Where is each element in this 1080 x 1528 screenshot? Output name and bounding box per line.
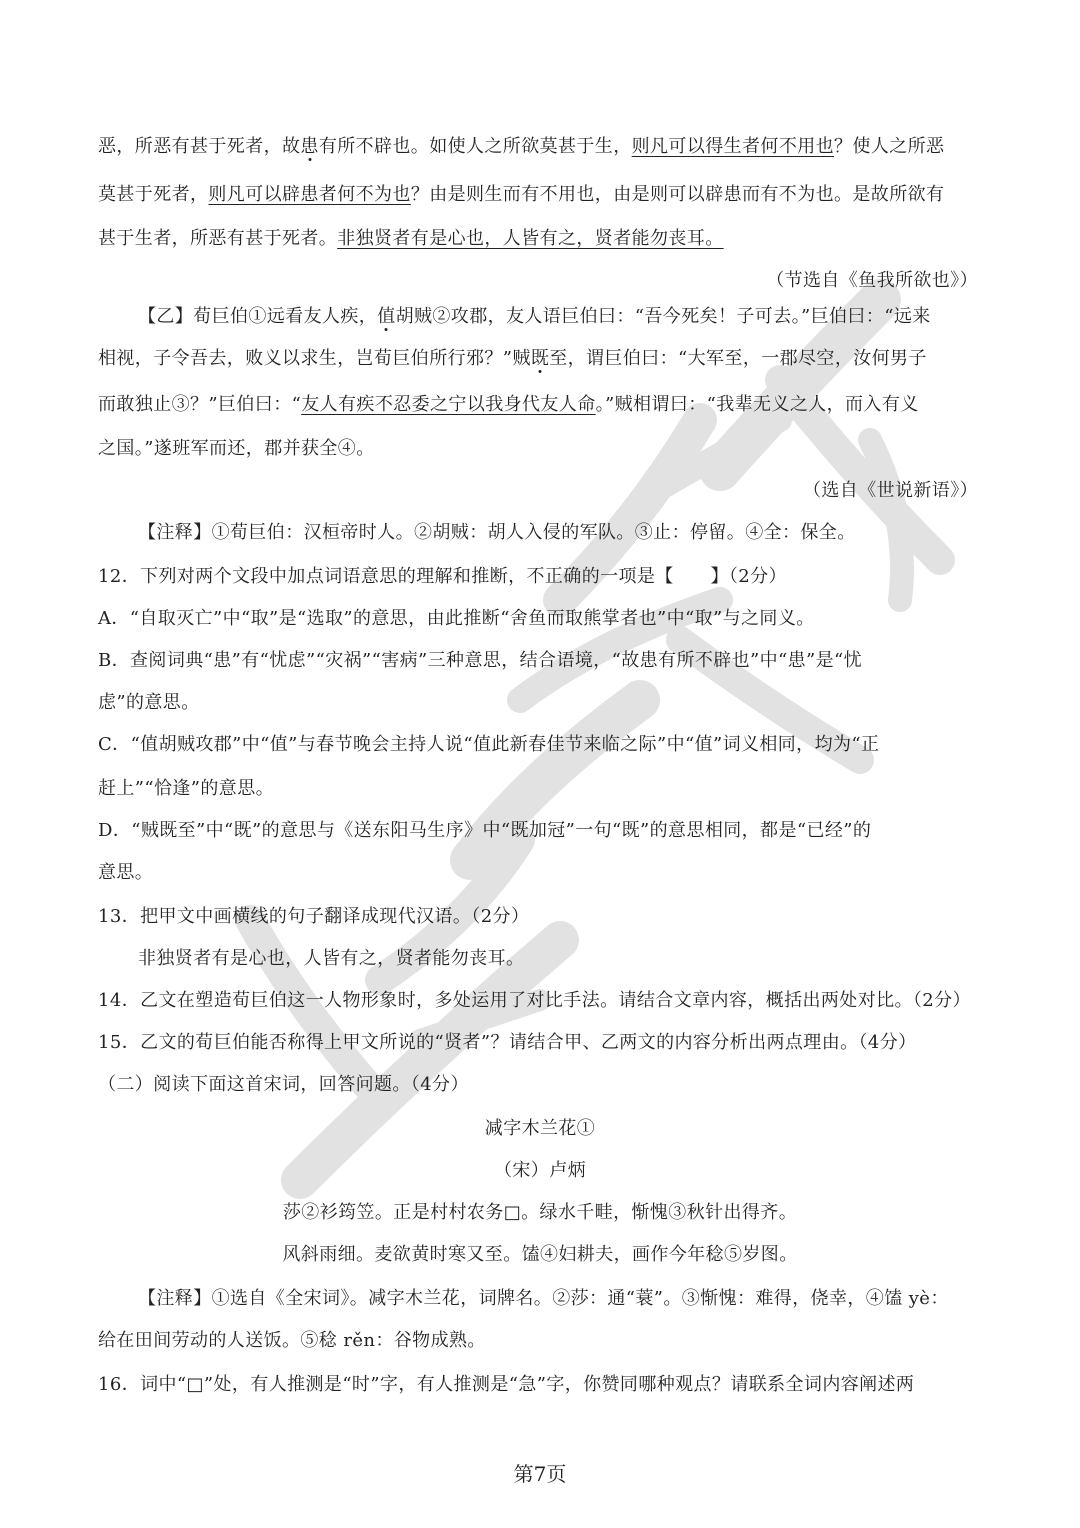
question-12-option-d-line-2: 意思。 bbox=[98, 862, 154, 883]
yi-text-line-2: 相视，子令吾去，败义以求生，岂荀巨伯所行邪？”贼既至，谓巨伯曰：“大军至，一郡尽空，汝何男子 bbox=[98, 348, 927, 369]
jia-source: （节选自《鱼我所欲也》） bbox=[766, 270, 978, 291]
page-number: 第7页 bbox=[513, 1462, 567, 1486]
yi-source: （选自《世说新语》） bbox=[803, 480, 978, 501]
yi-text-line-1: 【乙】荀巨伯①远看友人疾，值胡贼②攻郡，友人语巨伯曰：“吾今死矣！子可去。”巨伯曰：“远来 bbox=[138, 306, 931, 327]
poem-title: 减字木兰花① bbox=[484, 1118, 596, 1139]
question-16: 16．词中“□”处，有人推测是“时”字，有人推测是“急”字，你赞同哪种观点？请联系全词内容阐述两 bbox=[98, 1374, 915, 1395]
question-12-option-a: A．“自取灭亡”中“取”是“选取”的意思，由此推断“舍鱼而取熊掌者也”中“取”与之同义。 bbox=[98, 608, 815, 629]
question-13: 13．把甲文中画横线的句子翻译成现代汉语。（2分） bbox=[98, 906, 530, 927]
question-14: 14．乙文在塑造荀巨伯这一人物形象时，多处运用了对比手法。请结合文章内容，概括出两处对比。（2分） bbox=[98, 990, 971, 1011]
poem-note-line-2: 给在田间劳动的人送饭。⑤稔 rěn：谷物成熟。 bbox=[98, 1330, 486, 1351]
question-13-sentence: 非独贤者有是心也，人皆有之，贤者能勿丧耳。 bbox=[138, 948, 525, 969]
question-12: 12．下列对两个文段中加点词语意思的理解和推断，不正确的一项是【 】（2分） bbox=[98, 566, 787, 587]
poem-verse-2: 风斜雨细。麦欲黄时寒又至。馌④妇耕夫，画作今年稔⑤岁图。 bbox=[282, 1244, 798, 1265]
jia-text-line-1: 恶，所恶有甚于死者，故患有所不辟也。如使人之所欲莫甚于生，则凡可以得生者何不用也？使人之所恶 bbox=[98, 136, 945, 157]
jia-text-line-2: 莫甚于死者，则凡可以辟患者何不为也？由是则生而有不用也，由是则可以辟患而有不为也。是故所欲有 bbox=[98, 184, 945, 205]
yi-note: 【注释】①荀巨伯：汉桓帝时人。②胡贼：胡人入侵的军队。③止：停留。④全：保全。 bbox=[138, 522, 856, 543]
yi-text-line-3: 而敢独止③？”巨伯曰：“友人有疾不忍委之宁以我身代友人命。”贼相谓曰：“我辈无义之人，而入有义 bbox=[98, 394, 919, 415]
question-12-option-b-line-1: B．查阅词典“患”有“忧虑”“灾祸”“害病”三种意思，结合语境，“故患有所不辟也”中“患”是“忧 bbox=[98, 650, 863, 671]
yi-text-line-4: 之国。”遂班军而还，郡并获全④。 bbox=[98, 438, 375, 459]
question-15: 15．乙文的荀巨伯能否称得上甲文所说的“贤者”？请结合甲、乙两文的内容分析出两点理由。（4分） bbox=[98, 1032, 917, 1053]
question-12-option-c-line-2: 赶上”“恰逢”的意思。 bbox=[98, 778, 275, 799]
poem-verse-1: 莎②衫筠笠。正是村村农务□。绿水千畦，惭愧③秋针出得齐。 bbox=[282, 1202, 798, 1223]
question-12-option-c-line-1: C．“值胡贼攻郡”中“值”与春节晚会主持人说“值此新春佳节来临之际”中“值”词义相同，均为“正 bbox=[98, 734, 880, 755]
jia-text-line-3: 甚于生者，所恶有甚于死者。非独贤者有是心也，人皆有之，贤者能勿丧耳。 bbox=[98, 228, 724, 249]
poem-note-line-1: 【注释】①选自《全宋词》。减字木兰花，词牌名。②莎：通“蓑”。③惭愧：难得，侥幸，④馌 yè： bbox=[138, 1288, 949, 1309]
poem-author: （宋）卢炳 bbox=[494, 1160, 586, 1181]
section-2-heading: （二）阅读下面这首宋词，回答问题。（4分） bbox=[98, 1074, 469, 1095]
question-12-option-d-line-1: D．“贼既至”中“既”的意思与《送东阳马生序》中“既加冠”一句“既”的意思相同，都是“已经”的 bbox=[98, 820, 872, 841]
question-12-option-b-line-2: 虑”的意思。 bbox=[98, 692, 200, 713]
